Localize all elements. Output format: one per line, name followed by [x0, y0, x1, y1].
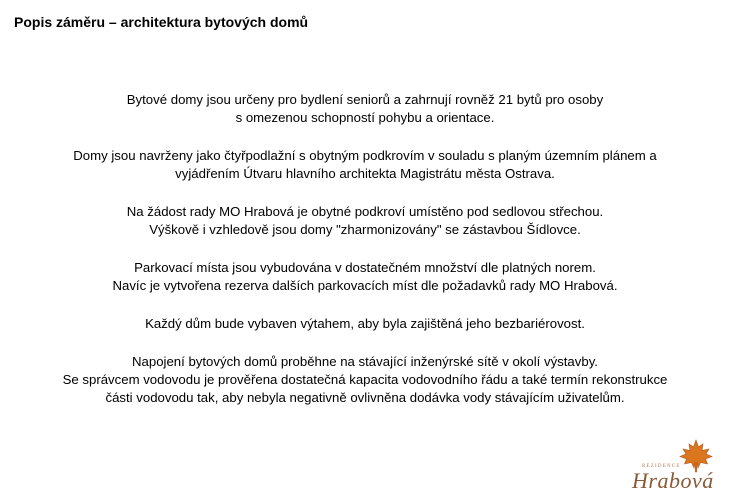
description-body	[0, 91, 730, 427]
paragraph-line: Se správcem vodovodu je prověřena dostatečná kapacita vodovodního řádu a také termín rekonstrukce	[62, 372, 668, 387]
residence-logo	[628, 438, 720, 496]
paragraph-line: Bytové domy jsou určeny pro bydlení seniorů a zahrnují rovněž 21 bytů pro osoby	[126, 92, 604, 107]
paragraph	[0, 203, 730, 239]
logo-wordmark: Hrabová	[632, 468, 714, 493]
paragraph-line: s omezenou schopností pohybu a orientace.	[235, 110, 495, 125]
paragraph-line: Každý dům bude vybaven výtahem, aby byla zajištěná jeho bezbariérovost.	[145, 316, 585, 331]
paragraph-line: Parkovací místa jsou vybudována v dostatečném množství dle platných norem.	[134, 260, 596, 275]
paragraph-line: Navíc je vytvořena rezerva dalších parkovacích míst dle požadavků rady MO Hrabová.	[112, 278, 618, 293]
paragraph	[0, 147, 730, 183]
paragraph	[0, 259, 730, 295]
paragraph	[0, 315, 730, 333]
paragraph	[0, 353, 730, 407]
paragraph-line: Domy jsou navrženy jako čtyřpodlažní s obytným podkrovím v souladu s planým územním plánem a	[73, 148, 657, 163]
paragraph-line: Výškově i vzhledově jsou domy "zharmonizovány" se zástavbou Šídlovce.	[149, 222, 581, 237]
paragraph-line: části vodovodu tak, aby nebyla negativně ovlivněna dodávka vody stávajícím uživatelům.	[105, 390, 625, 405]
logo-subtitle: REZIDENCE	[642, 464, 681, 469]
page-title: Popis záměru – architektura bytových domů	[14, 14, 309, 30]
paragraph-line: vyjádřením Útvaru hlavního architekta Magistrátu města Ostrava.	[175, 166, 555, 181]
paragraph	[0, 91, 730, 127]
paragraph-line: Napojení bytových domů proběhne na stávající inženýrské sítě v okolí výstavby.	[132, 354, 598, 369]
paragraph-line: Na žádost rady MO Hrabová je obytné podkroví umístěno pod sedlovou střechou.	[126, 204, 604, 219]
